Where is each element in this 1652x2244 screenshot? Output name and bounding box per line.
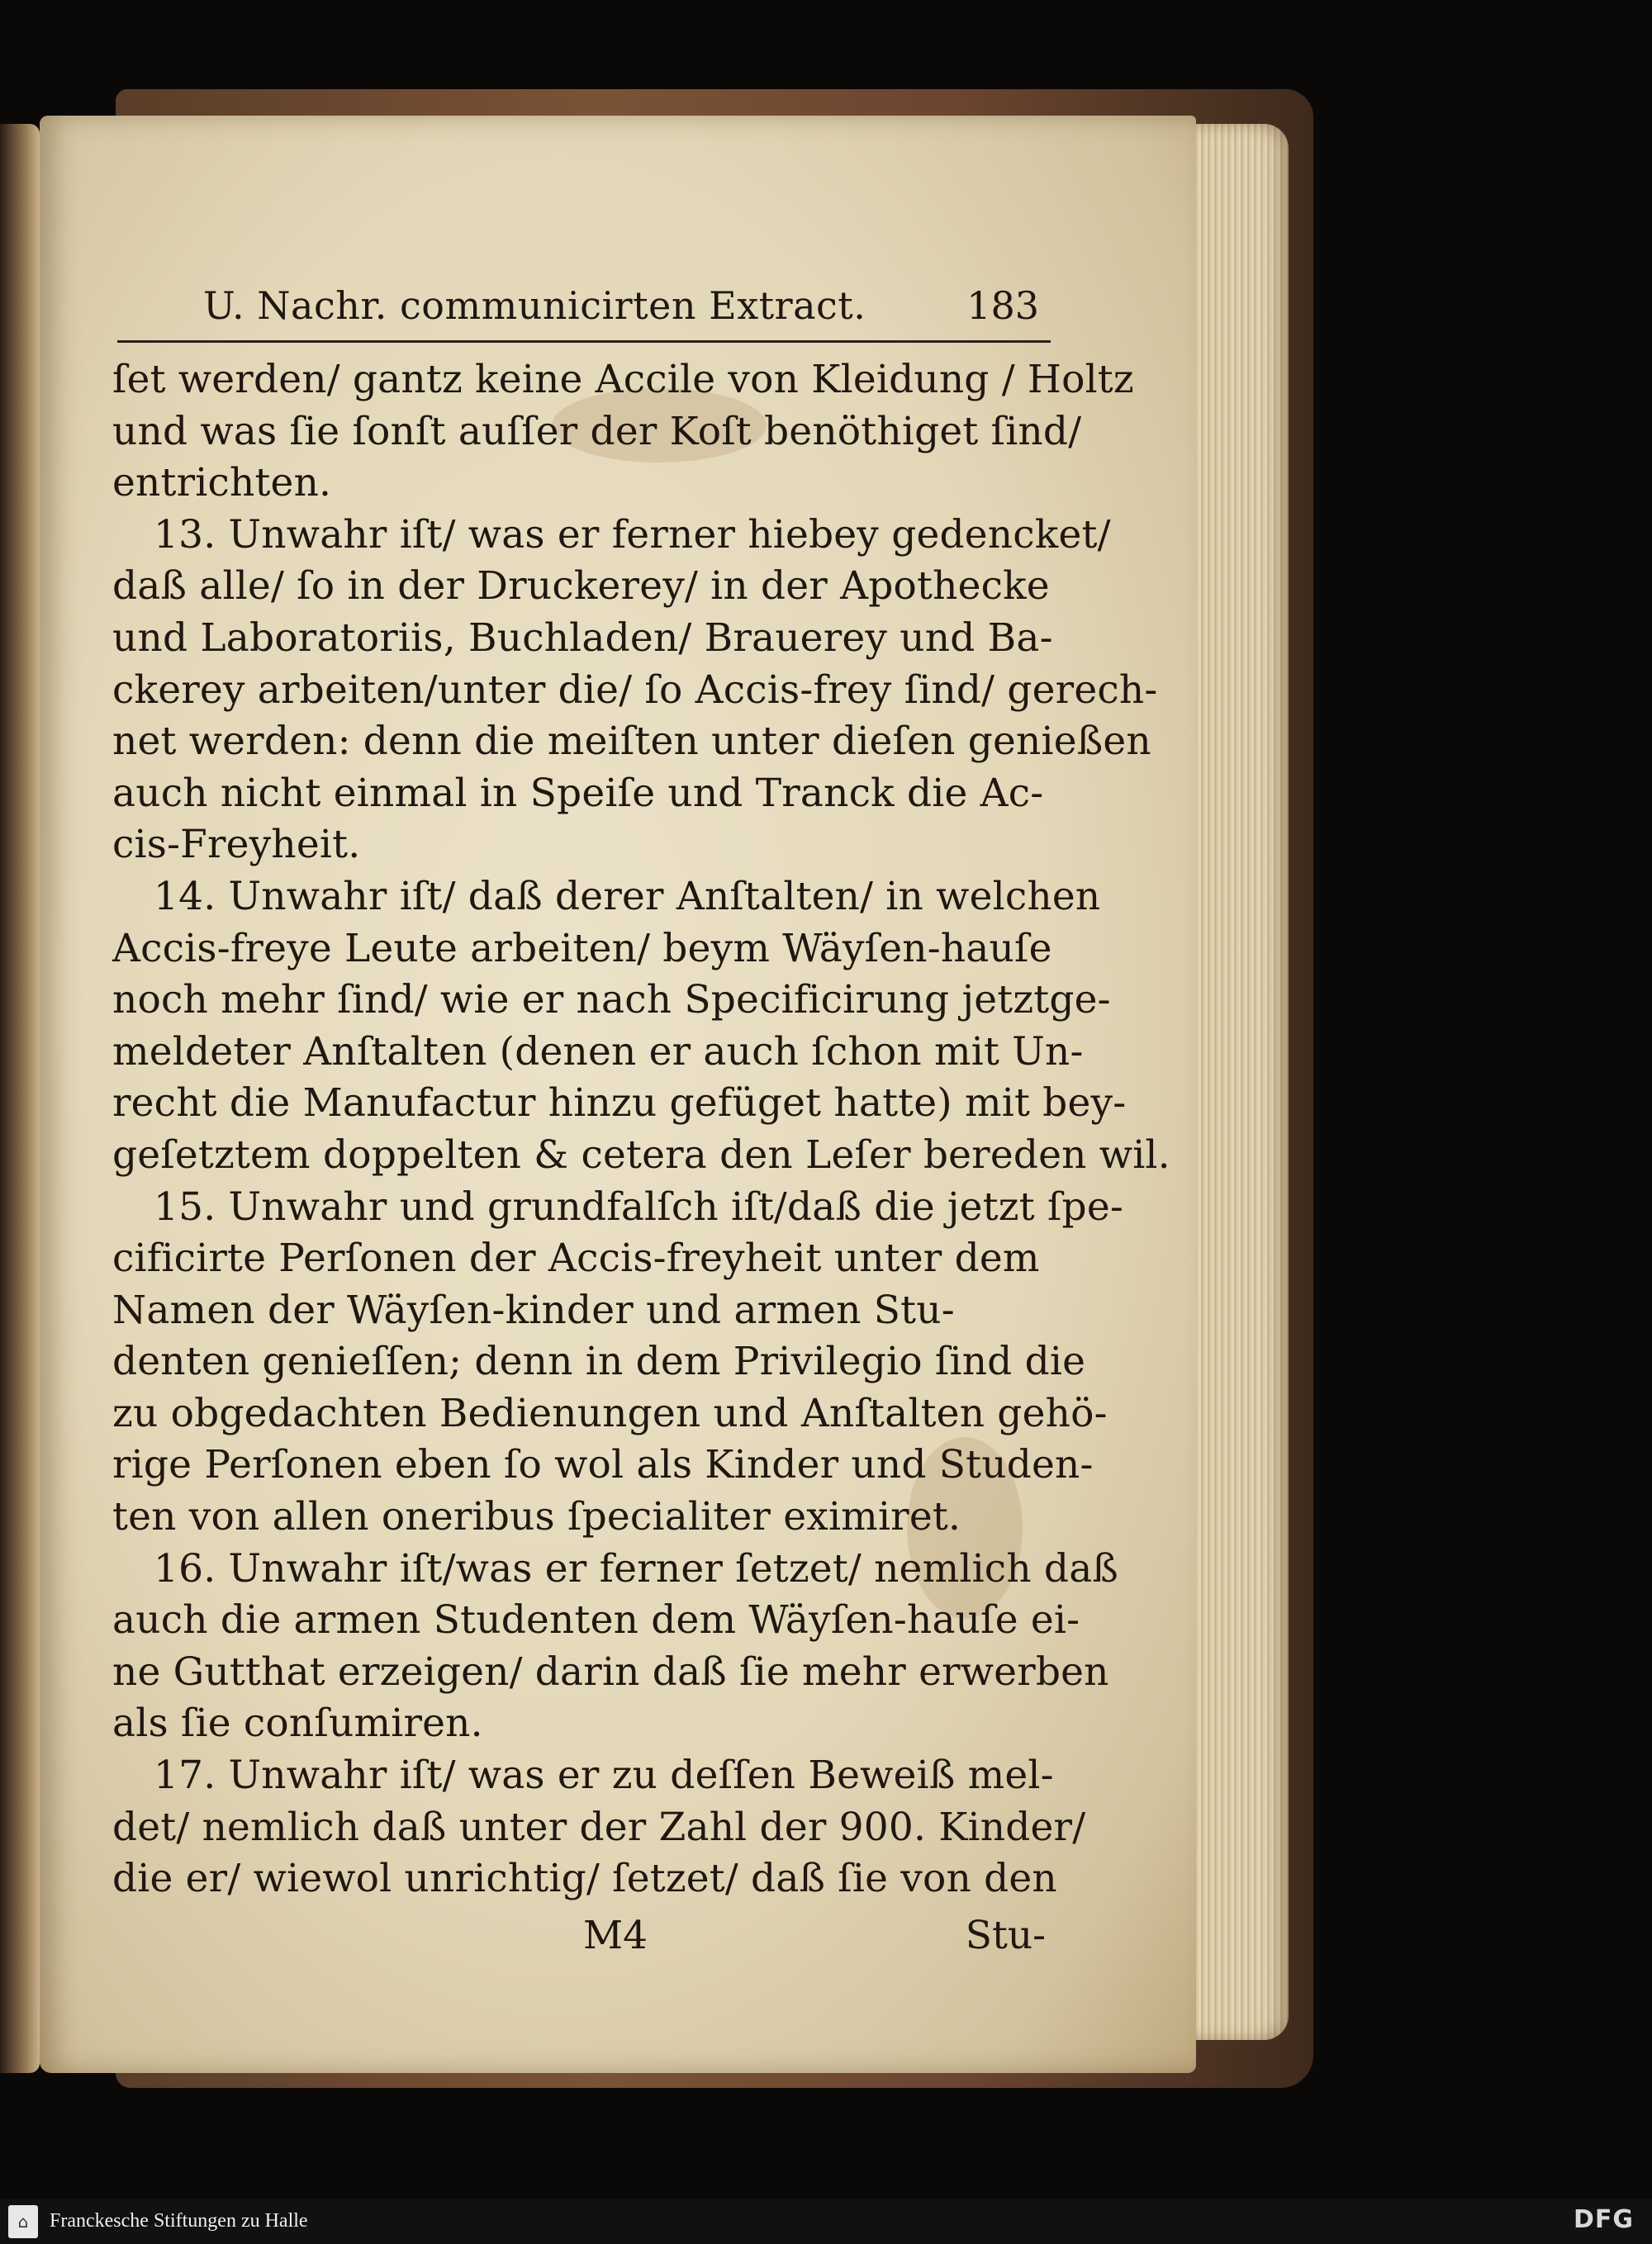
text-line: recht die Manufactur hinzu gefüget hatte) mit bey- — [112, 1080, 1127, 1127]
text-line: 16. Unwahr iſt/was er ferner ſetzet/ nemlich daß — [154, 1545, 1119, 1592]
text-line: det/ nemlich daß unter der Zahl der 900. Kinder/ — [112, 1804, 1086, 1850]
text-line: entrichten. — [112, 460, 332, 506]
text-line: Accis-freye Leute arbeiten/ beym Wäyſen-hauſe — [112, 925, 1052, 971]
text-line: daß alle/ ſo in der Druckerey/ in der Apothecke — [112, 563, 1050, 610]
signature-mark: M4 — [583, 1912, 648, 1958]
text-line: noch mehr ſind/ wie er nach Specificirung jetztge- — [112, 977, 1111, 1023]
page-footer — [112, 1907, 1054, 1965]
text-line: auch nicht einmal in Speiſe und Tranck die Ac- — [112, 770, 1044, 816]
text-line: Namen der Wäyſen-kinder und armen Stu- — [112, 1287, 955, 1333]
page-text — [112, 281, 1170, 1965]
running-head — [112, 281, 1054, 334]
text-line: zu obgedachten Bedienungen und Anſtalten gehö- — [112, 1390, 1108, 1436]
text-line: cis-Freyheit. — [112, 822, 361, 868]
facing-page-edge — [0, 124, 40, 2073]
text-line: 14. Unwahr iſt/ daß derer Anſtalten/ in welchen — [154, 873, 1101, 919]
credit-bar — [0, 2199, 1652, 2244]
text-line: geſetztem doppelten & cetera den Leſer bereden wil. — [112, 1131, 1170, 1178]
text-line: 15. Unwahr und grundfalſch iſt/daß die jetzt ſpe- — [154, 1184, 1123, 1230]
dfg-logo: DFG — [1573, 2205, 1634, 2234]
text-line: und Laboratoriis, Buchladen/ Brauerey und Ba- — [112, 614, 1053, 661]
running-head-title: U. Nachr. communicirten Extract. — [203, 283, 866, 328]
text-line: net werden: denn die meiſten unter dieſen genießen — [112, 719, 1151, 765]
text-line: ne Gutthat erzeigen/ darin daß ſie mehr erwerben — [112, 1649, 1109, 1695]
book-page — [40, 116, 1196, 2073]
text-line: meldeter Anſtalten (denen er auch ſchon mit Un- — [112, 1028, 1084, 1075]
text-line: ckerey arbeiten/unter die/ ſo Accis-frey ſind/ gerech- — [112, 667, 1158, 713]
text-line: ſet werden/ gantz keine Accile von Kleidung / Holtz — [112, 357, 1134, 402]
text-line: rige Perſonen eben ſo wol als Kinder und Studen- — [112, 1442, 1094, 1488]
text-line: denten genieſſen; denn in dem Privilegio ſind die — [112, 1339, 1086, 1385]
text-line: 13. Unwahr iſt/ was er ferner hiebey gedencket/ — [154, 511, 1111, 557]
institution-name: Franckesche Stiftungen zu Halle — [50, 2210, 308, 2232]
text-line: ten von allen oneribus ſpecialiter eximiret. — [112, 1494, 961, 1540]
text-line: 17. Unwahr iſt/ was er zu deſſen Beweiß mel- — [154, 1753, 1054, 1799]
text-line: die er/ wiewol unrichtig/ ſetzet/ daß ſie von den — [112, 1856, 1057, 1902]
text-line: als ſie conſumiren. — [112, 1701, 483, 1747]
text-line: auch die armen Studenten dem Wäyſen-hauſe ei- — [112, 1597, 1080, 1644]
institution-logo-icon: ⌂ — [8, 2205, 38, 2238]
header-rule — [117, 340, 1051, 343]
text-line: cificirte Perſonen der Accis-freyheit unter dem — [112, 1236, 1040, 1282]
catchword: Stu- — [965, 1912, 1046, 1958]
text-line: und was ſie ſonſt auſſer der Koſt benöthiget ſind/ — [112, 408, 1082, 454]
page-number: 183 — [966, 283, 1039, 328]
